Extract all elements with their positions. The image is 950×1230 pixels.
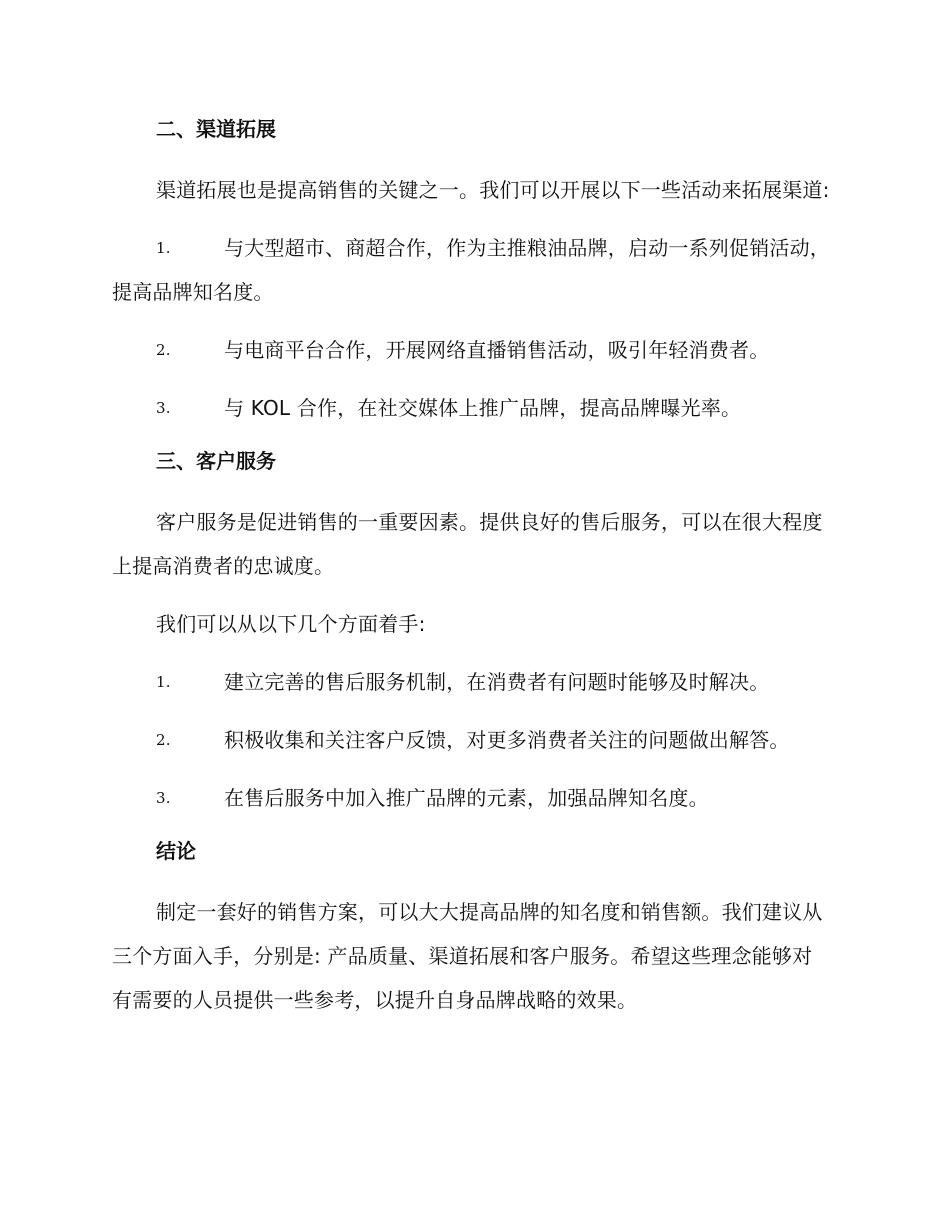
list-item-text: 与 KOL 合作，在社交媒体上推广品牌，提高品牌曝光率。 [224,396,742,420]
list-item [112,328,832,372]
list-item [112,660,832,704]
service-lead-paragraph: 我们可以从以下几个方面着手: [156,612,426,636]
list-item-text: 建立完善的售后服务机制，在消费者有问题时能够及时解决。 [224,670,770,694]
list-item [112,776,832,820]
list-number: 2. [156,341,171,359]
section-heading-conclusion: 结论 [156,839,196,863]
section-heading-channels: 二、渠道拓展 [156,117,276,141]
list-item-text: 积极收集和关注客户反馈，对更多消费者关注的问题做出解答。 [224,728,790,752]
list-number: 3. [156,399,171,417]
list-number: 3. [156,789,171,807]
list-number: 2. [156,731,171,749]
list-number: 1. [156,239,171,257]
section-heading-service: 三、客户服务 [156,449,276,473]
list-number: 1. [156,673,171,691]
list-item-text: 在售后服务中加入推广品牌的元素，加强品牌知名度。 [224,786,709,810]
service-intro-paragraph: 客户服务是促进销售的一重要因素。提供良好的售后服务，可以在很大程度上提高消费者的忠诚度。 [112,510,823,578]
list-item [112,718,832,762]
list-item [112,386,832,430]
list-item-text: 与电商平台合作，开展网络直播销售活动，吸引年轻消费者。 [224,338,770,362]
conclusion-paragraph: 制定一套好的销售方案，可以大大提高品牌的知名度和销售额。我们建议从三个方面入手，分别是: 产品质量、渠道拓展和客户服务。希望这些理念能够对有需要的人员提供一些参考，以提升自身品牌战略的效果。 [112,900,823,1012]
list-item [112,226,832,314]
document-body [112,112,832,1036]
channels-intro-paragraph: 渠道拓展也是提高销售的关键之一。我们可以开展以下一些活动来拓展渠道: [156,178,830,202]
list-item-text: 与大型超市、商超合作，作为主推粮油品牌，启动一系列促销活动，提高品牌知名度。 [112,236,830,304]
